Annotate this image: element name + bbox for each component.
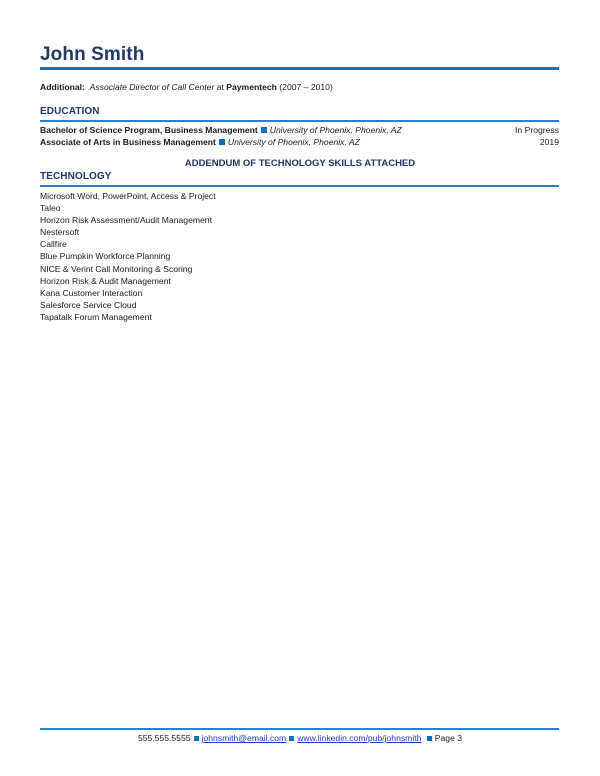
list-item: Horizon Risk Assessment/Audit Management — [40, 215, 212, 226]
technology-divider — [40, 185, 559, 187]
footer — [0, 733, 600, 743]
list-item: Nestersoft — [40, 227, 80, 238]
technology-heading: TECHNOLOGY — [40, 171, 112, 182]
footer-linkedin-link[interactable]: www.linkedin.com/pub/johnsmith — [297, 733, 422, 743]
list-item: Taleo — [40, 203, 61, 214]
education-entry — [40, 125, 559, 137]
education-heading: EDUCATION — [40, 106, 100, 117]
addendum-notice: ADDENDUM OF TECHNOLOGY SKILLS ATTACHED — [184, 158, 416, 169]
list-item: Kana Customer Interaction — [40, 287, 143, 298]
technology-list — [40, 190, 216, 323]
square-bullet-icon — [289, 736, 294, 741]
additional-role: Associate Director of Call Center — [89, 82, 215, 92]
list-item: Microsoft Word, PowerPoint, Access & Project — [40, 191, 216, 201]
square-bullet-icon — [261, 127, 267, 133]
degree: Associate of Arts in Business Management — [40, 137, 216, 147]
education-status: In Progress — [515, 125, 559, 135]
list-item: NICE & Verint Call Monitoring & Scoring — [40, 263, 193, 274]
education-entry — [40, 137, 559, 149]
footer-page-number: Page 3 — [434, 733, 463, 743]
additional-experience — [40, 82, 333, 92]
list-item: Callfire — [40, 239, 67, 250]
list-item: Horizon Risk & Audit Management — [40, 275, 171, 286]
additional-dates: (2007 – 2010) — [279, 82, 333, 92]
school: University of Phoenix, Phoenix, AZ — [227, 137, 360, 147]
education-status: 2019 — [539, 137, 559, 147]
footer-divider — [40, 728, 559, 730]
square-bullet-icon — [427, 736, 432, 741]
additional-connector: at — [216, 82, 224, 92]
footer-phone: 555.555.5555 — [137, 733, 191, 743]
degree: Bachelor of Science Program, Business Management — [40, 125, 258, 135]
additional-company: Paymentech — [226, 82, 277, 92]
school: University of Phoenix, Phoenix, AZ — [269, 125, 402, 135]
square-bullet-icon — [219, 139, 225, 145]
education-divider — [40, 120, 559, 122]
name-divider — [40, 67, 559, 70]
candidate-name: John Smith — [40, 44, 145, 65]
list-item: Tapatalk Forum Management — [40, 311, 152, 322]
square-bullet-icon — [194, 736, 199, 741]
footer-email-link[interactable]: johnsmith@email.com — [201, 733, 287, 743]
list-item: Blue Pumpkin Workforce Planning — [40, 251, 171, 262]
additional-label: Additional: — [40, 82, 85, 92]
list-item: Salesforce Service Cloud — [40, 299, 137, 310]
